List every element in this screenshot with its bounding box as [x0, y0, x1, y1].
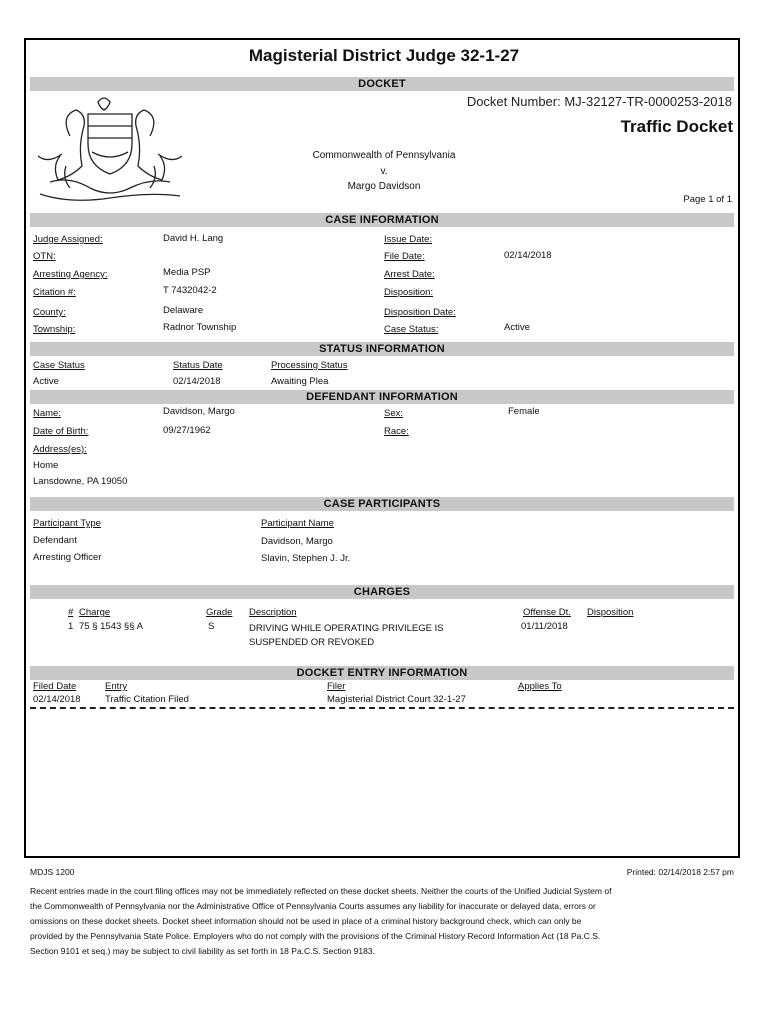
caption-plaintiff: Commonwealth of Pennsylvania [312, 150, 456, 161]
sex-label: Sex: [384, 408, 404, 419]
entry-divider [30, 707, 734, 709]
judge-label: Judge Assigned: [33, 234, 103, 245]
entry-col-entry: Entry [105, 681, 128, 692]
file-date-label: File Date: [384, 251, 425, 262]
case-info-bar: CASE INFORMATION [30, 213, 734, 227]
docket-bar: DOCKET [30, 77, 734, 91]
entry-description: Traffic Citation Filed [105, 694, 189, 705]
file-date-value: 02/14/2018 [504, 250, 552, 261]
agency-value: Media PSP [163, 267, 211, 278]
page-number: Page 1 of 1 [683, 194, 732, 205]
township-label: Township: [33, 324, 76, 335]
disclaimer-line: Section 9101 et seq.) may be subject to civil liability as set forth in 18 Pa.C.S. Section 9183. [30, 946, 375, 956]
charge-col-grade: Grade [206, 607, 233, 618]
judge-value: David H. Lang [163, 233, 224, 244]
participant-row-name: Slavin, Stephen J. Jr. [261, 553, 351, 564]
docket-entry-bar: DOCKET ENTRY INFORMATION [30, 666, 734, 680]
sex-value: Female [508, 406, 540, 417]
status-processing: Awaiting Plea [271, 376, 329, 387]
township-value: Radnor Township [163, 322, 237, 333]
agency-label: Arresting Agency: [33, 269, 108, 280]
entry-filer: Magisterial District Court 32-1-27 [327, 694, 466, 705]
caption-defendant: Margo Davidson [347, 181, 421, 192]
disclaimer-line: provided by the Pennsylvania State Police. Employers who do not comply with the provisions of the Criminal History Record Information Act (18 Pa.C.S. [30, 931, 601, 941]
charge-col-offense-date: Offense Dt. [523, 607, 571, 618]
entry-col-filer: Filer [327, 681, 346, 692]
address-type: Home [33, 460, 59, 471]
court-title: Magisterial District Judge 32-1-27 [248, 46, 520, 65]
disclaimer-line: omissions on these docket sheets. Docket sheet information should not be used in place of a criminal history background check, which can only be [30, 916, 582, 926]
entry-col-filed: Filed Date [33, 681, 77, 692]
charges-bar: CHARGES [30, 585, 734, 599]
disposition-label: Disposition: [384, 287, 434, 298]
printed-date: Printed: 02/14/2018 2:57 pm [626, 867, 734, 877]
otn-label: OTN: [33, 251, 56, 262]
arrest-date-label: Arrest Date: [384, 269, 435, 280]
charge-statute: 75 § 1543 §§ A [79, 621, 143, 632]
issue-date-label: Issue Date: [384, 234, 433, 245]
charge-offense-date: 01/11/2018 [521, 621, 568, 632]
status-info-bar: STATUS INFORMATION [30, 342, 734, 356]
defendant-info-bar: DEFENDANT INFORMATION [30, 390, 734, 404]
charge-col-disposition: Disposition [587, 607, 634, 618]
status-col-case-status: Case Status [33, 360, 85, 371]
status-date: 02/14/2018 [173, 376, 221, 387]
charge-col-num: # [68, 607, 74, 618]
disposition-date-label: Disposition Date: [384, 307, 456, 318]
docket-number: Docket Number: MJ-32127-TR-0000253-2018 [466, 94, 732, 109]
charge-num: 1 [68, 621, 74, 632]
charge-description-line2: SUSPENDED OR REVOKED [249, 637, 375, 648]
race-label: Race: [384, 426, 409, 437]
address-label: Address(es): [33, 444, 87, 455]
charge-description-line1: DRIVING WHILE OPERATING PRIVILEGE IS [249, 623, 444, 634]
dob-label: Date of Birth: [33, 426, 89, 437]
participant-col-type: Participant Type [33, 518, 101, 529]
address-value: Lansdowne, PA 19050 [33, 476, 128, 487]
charge-col-charge: Charge [79, 607, 111, 618]
charge-grade: S [208, 621, 215, 632]
county-label: County: [33, 307, 66, 318]
status-case-status: Active [33, 376, 59, 387]
citation-value: T 7432042-2 [163, 285, 217, 296]
participant-row-type: Defendant [33, 535, 77, 546]
status-col-status-date: Status Date [173, 360, 223, 371]
entry-filed-date: 02/14/2018 [33, 694, 81, 705]
participants-bar: CASE PARTICIPANTS [30, 497, 734, 511]
county-value: Delaware [163, 305, 204, 316]
form-number: MDJS 1200 [30, 867, 75, 877]
name-label: Name: [33, 408, 61, 419]
participant-col-name: Participant Name [261, 518, 334, 529]
case-status-label: Case Status: [384, 324, 439, 335]
docket-type: Traffic Docket [620, 117, 733, 136]
disclaimer-line: Recent entries made in the court filing offices may not be immediately reflected on these docket sheets. Neither the courts of the Unified Judicial System of [30, 886, 612, 896]
charge-col-description: Description [249, 607, 297, 618]
entry-col-applies: Applies To [518, 681, 562, 692]
case-status-value: Active [504, 322, 530, 333]
participant-row-type: Arresting Officer [33, 552, 102, 563]
disclaimer-line: the Commonwealth of Pennsylvania nor the Administrative Office of Pennsylvania Courts assumes any liability for inaccurate or delayed data, errors or [30, 901, 596, 911]
caption-versus: v. [380, 166, 388, 177]
status-col-processing: Processing Status [271, 360, 348, 371]
citation-label: Citation #: [33, 287, 76, 298]
participant-row-name: Davidson, Margo [261, 536, 333, 547]
dob-value: 09/27/1962 [163, 425, 211, 436]
name-value: Davidson, Margo [163, 406, 235, 417]
